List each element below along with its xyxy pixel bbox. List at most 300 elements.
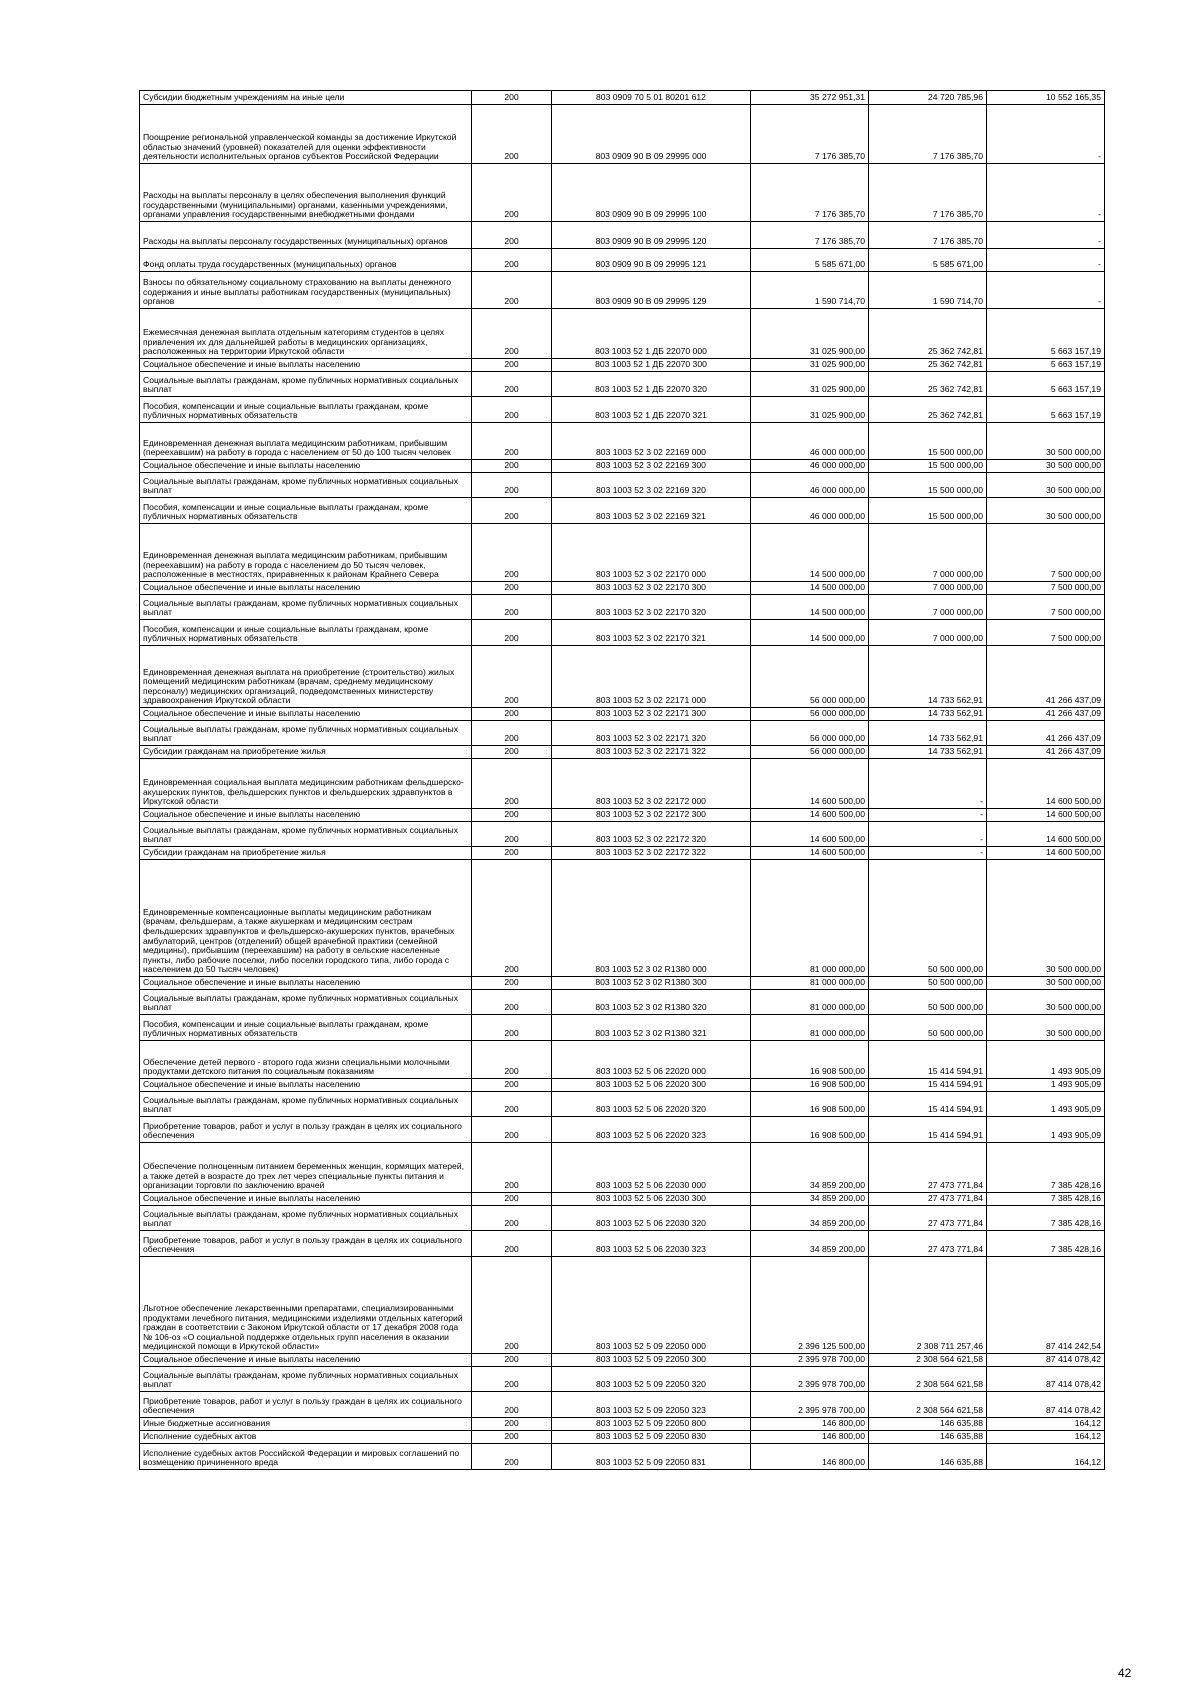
row-approved-amount: 146 800,00: [751, 1418, 869, 1431]
row-unexecuted-amount: 30 500 000,00: [987, 460, 1105, 473]
row-kbk-code: 803 1003 52 3 02 22172 000: [552, 759, 751, 809]
row-name: Социальное обеспечение и иные выплаты населению: [140, 809, 472, 822]
table-row: [140, 1231, 1105, 1257]
row-code: 200: [472, 620, 552, 646]
row-kbk-code: 803 1003 52 3 02 R1380 320: [552, 990, 751, 1015]
row-code: 200: [472, 397, 552, 423]
table-row: [140, 498, 1105, 524]
table-row: [140, 595, 1105, 620]
row-kbk-code: 803 1003 52 3 02 22169 000: [552, 423, 751, 460]
row-approved-amount: 2 396 125 500,00: [751, 1257, 869, 1354]
row-code: 200: [472, 1015, 552, 1041]
row-name: Социальное обеспечение и иные выплаты населению: [140, 1079, 472, 1092]
row-executed-amount: 50 500 000,00: [869, 860, 987, 977]
row-kbk-code: 803 1003 52 5 09 22050 831: [552, 1444, 751, 1470]
row-kbk-code: 803 1003 52 3 02 22172 320: [552, 822, 751, 847]
row-executed-amount: 15 414 594,91: [869, 1079, 987, 1092]
table-row: [140, 91, 1105, 105]
row-code: 200: [472, 473, 552, 498]
row-name: Социальные выплаты гражданам, кроме публичных нормативных социальных выплат: [140, 1092, 472, 1117]
row-executed-amount: 15 414 594,91: [869, 1092, 987, 1117]
row-unexecuted-amount: 14 600 500,00: [987, 759, 1105, 809]
row-unexecuted-amount: 164,12: [987, 1444, 1105, 1470]
table-row: [140, 309, 1105, 359]
row-approved-amount: 31 025 900,00: [751, 359, 869, 372]
row-unexecuted-amount: 87 414 078,42: [987, 1367, 1105, 1392]
table-row: [140, 1079, 1105, 1092]
row-kbk-code: 803 1003 52 5 06 22020 000: [552, 1041, 751, 1079]
row-approved-amount: 81 000 000,00: [751, 990, 869, 1015]
row-kbk-code: 803 1003 52 3 02 22171 300: [552, 708, 751, 721]
row-kbk-code: 803 1003 52 5 06 22030 320: [552, 1206, 751, 1231]
table-row: [140, 423, 1105, 460]
row-approved-amount: 46 000 000,00: [751, 473, 869, 498]
row-approved-amount: 46 000 000,00: [751, 498, 869, 524]
row-code: 200: [472, 809, 552, 822]
row-unexecuted-amount: 14 600 500,00: [987, 822, 1105, 847]
row-kbk-code: 803 1003 52 3 02 22169 321: [552, 498, 751, 524]
row-name: Социальные выплаты гражданам, кроме публичных нормативных социальных выплат: [140, 721, 472, 746]
row-kbk-code: 803 1003 52 1 ДБ 22070 300: [552, 359, 751, 372]
row-unexecuted-amount: 30 500 000,00: [987, 977, 1105, 990]
table-row: [140, 977, 1105, 990]
row-code: 200: [472, 1444, 552, 1470]
row-kbk-code: 803 1003 52 1 ДБ 22070 321: [552, 397, 751, 423]
row-approved-amount: 56 000 000,00: [751, 746, 869, 759]
row-unexecuted-amount: 30 500 000,00: [987, 473, 1105, 498]
row-executed-amount: 7 000 000,00: [869, 524, 987, 582]
row-kbk-code: 803 0909 90 В 09 29995 129: [552, 272, 751, 309]
row-executed-amount: 146 635,88: [869, 1444, 987, 1470]
table-row: [140, 1206, 1105, 1231]
row-approved-amount: 31 025 900,00: [751, 397, 869, 423]
row-approved-amount: 146 800,00: [751, 1444, 869, 1470]
row-executed-amount: 25 362 742,81: [869, 397, 987, 423]
row-unexecuted-amount: -: [987, 164, 1105, 222]
table-row: [140, 1257, 1105, 1354]
row-approved-amount: 14 500 000,00: [751, 620, 869, 646]
row-approved-amount: 16 908 500,00: [751, 1041, 869, 1079]
table-row: [140, 822, 1105, 847]
row-approved-amount: 14 500 000,00: [751, 595, 869, 620]
row-approved-amount: 46 000 000,00: [751, 423, 869, 460]
row-executed-amount: 2 308 564 621,58: [869, 1367, 987, 1392]
row-executed-amount: 50 500 000,00: [869, 977, 987, 990]
table-row: [140, 397, 1105, 423]
page-number: 42: [1118, 1666, 1132, 1680]
row-name: Социальное обеспечение и иные выплаты населению: [140, 1354, 472, 1367]
row-executed-amount: 2 308 711 257,46: [869, 1257, 987, 1354]
row-kbk-code: 803 0909 90 В 09 29995 121: [552, 249, 751, 272]
table-row: [140, 524, 1105, 582]
row-name: Субсидии гражданам на приобретение жилья: [140, 847, 472, 860]
row-code: 200: [472, 359, 552, 372]
table-row: [140, 1444, 1105, 1470]
row-unexecuted-amount: 30 500 000,00: [987, 1015, 1105, 1041]
row-code: 200: [472, 721, 552, 746]
row-approved-amount: 7 176 385,70: [751, 222, 869, 249]
row-unexecuted-amount: 1 493 905,09: [987, 1117, 1105, 1143]
row-code: 200: [472, 847, 552, 860]
row-name: Фонд оплаты труда государственных (муниципальных) органов: [140, 249, 472, 272]
row-approved-amount: 56 000 000,00: [751, 708, 869, 721]
row-approved-amount: 14 500 000,00: [751, 582, 869, 595]
row-unexecuted-amount: 164,12: [987, 1418, 1105, 1431]
table-row: [140, 272, 1105, 309]
row-unexecuted-amount: 41 266 437,09: [987, 646, 1105, 708]
row-kbk-code: 803 0909 90 В 09 29995 000: [552, 105, 751, 164]
row-name: Единовременные компенсационные выплаты медицинским работникам (врачам, фельдшерам, а также акушеркам и медицинским сестрам фельдшерских здравпунктов и фельдшерско-акушерских пунктов, врачебных амбулаторий, центров (отделений) общей врачебной практики (семейной медицины), прибывшим (переехавшим) на работу в сельские населенные пункты, либо рабочие поселки, либо поселки городского типа, либо города с населением до 50 тысяч человек): [140, 860, 472, 977]
table-row: [140, 809, 1105, 822]
row-executed-amount: 7 000 000,00: [869, 620, 987, 646]
table-row: [140, 860, 1105, 977]
row-name: Пособия, компенсации и иные социальные выплаты гражданам, кроме публичных нормативных обязательств: [140, 397, 472, 423]
row-unexecuted-amount: 7 385 428,16: [987, 1231, 1105, 1257]
table-row: [140, 1143, 1105, 1193]
row-kbk-code: 803 1003 52 3 02 22170 320: [552, 595, 751, 620]
row-approved-amount: 31 025 900,00: [751, 309, 869, 359]
row-kbk-code: 803 1003 52 3 02 22170 000: [552, 524, 751, 582]
row-unexecuted-amount: 87 414 078,42: [987, 1354, 1105, 1367]
row-name: Субсидии гражданам на приобретение жилья: [140, 746, 472, 759]
row-unexecuted-amount: 87 414 242,54: [987, 1257, 1105, 1354]
table-row: [140, 1092, 1105, 1117]
row-unexecuted-amount: 87 414 078,42: [987, 1392, 1105, 1418]
row-executed-amount: 25 362 742,81: [869, 359, 987, 372]
report-sheet: [139, 90, 1105, 1470]
row-code: 200: [472, 1367, 552, 1392]
row-unexecuted-amount: -: [987, 249, 1105, 272]
row-name: Обеспечение детей первого - второго года жизни специальными молочными продуктами детского питания по социальным показаниям: [140, 1041, 472, 1079]
table-row: [140, 1367, 1105, 1392]
row-unexecuted-amount: 7 385 428,16: [987, 1193, 1105, 1206]
row-executed-amount: 27 473 771,84: [869, 1193, 987, 1206]
row-unexecuted-amount: 7 500 000,00: [987, 582, 1105, 595]
row-approved-amount: 2 395 978 700,00: [751, 1354, 869, 1367]
row-approved-amount: 16 908 500,00: [751, 1079, 869, 1092]
row-unexecuted-amount: -: [987, 272, 1105, 309]
row-executed-amount: 25 362 742,81: [869, 372, 987, 397]
row-executed-amount: 7 176 385,70: [869, 164, 987, 222]
row-executed-amount: 15 500 000,00: [869, 460, 987, 473]
row-name: Единовременная денежная выплата медицинским работникам, прибывшим (переехавшим) на работу в города с населением до 50 тысяч человек, расположенные в местностях, приравненных к районам Крайнего Севера: [140, 524, 472, 582]
row-unexecuted-amount: 30 500 000,00: [987, 860, 1105, 977]
table-row: [140, 359, 1105, 372]
row-executed-amount: 5 585 671,00: [869, 249, 987, 272]
row-unexecuted-amount: 1 493 905,09: [987, 1079, 1105, 1092]
row-kbk-code: 803 1003 52 5 09 22050 323: [552, 1392, 751, 1418]
row-name: Обеспечение полноценным питанием беременных женщин, кормящих матерей, а также детей в возрасте до трех лет через специальные пункты питания и организации торговли по заключению врачей: [140, 1143, 472, 1193]
table-row: [140, 1041, 1105, 1079]
table-row: [140, 1015, 1105, 1041]
row-unexecuted-amount: 30 500 000,00: [987, 990, 1105, 1015]
row-executed-amount: 24 720 785,96: [869, 91, 987, 105]
row-name: Иные бюджетные ассигнования: [140, 1418, 472, 1431]
table-row: [140, 1418, 1105, 1431]
row-unexecuted-amount: 14 600 500,00: [987, 809, 1105, 822]
row-unexecuted-amount: 30 500 000,00: [987, 498, 1105, 524]
row-code: 200: [472, 595, 552, 620]
row-approved-amount: 16 908 500,00: [751, 1092, 869, 1117]
row-code: 200: [472, 646, 552, 708]
row-executed-amount: 146 635,88: [869, 1418, 987, 1431]
table-body: [140, 91, 1105, 1470]
row-name: Субсидии бюджетным учреждениям на иные цели: [140, 91, 472, 105]
row-approved-amount: 46 000 000,00: [751, 460, 869, 473]
row-code: 200: [472, 460, 552, 473]
row-code: 200: [472, 423, 552, 460]
row-executed-amount: 7 176 385,70: [869, 222, 987, 249]
row-unexecuted-amount: 5 663 157,19: [987, 372, 1105, 397]
row-kbk-code: 803 1003 52 3 02 22171 320: [552, 721, 751, 746]
row-executed-amount: 15 500 000,00: [869, 473, 987, 498]
row-name: Льготное обеспечение лекарственными препаратами, специализированными продуктами лечебного питания, медицинскими изделиями отдельных категорий граждан в соответствии с Законом Иркутской области от 17 декабря 2008 года № 106-оз «О социальной поддержке отдельных групп населения в оказании медицинской помощи в Иркутской области»: [140, 1257, 472, 1354]
table-row: [140, 721, 1105, 746]
row-kbk-code: 803 1003 52 5 06 22030 323: [552, 1231, 751, 1257]
row-kbk-code: 803 1003 52 1 ДБ 22070 320: [552, 372, 751, 397]
row-kbk-code: 803 1003 52 3 02 R1380 300: [552, 977, 751, 990]
row-name: Социальные выплаты гражданам, кроме публичных нормативных социальных выплат: [140, 1367, 472, 1392]
row-name: Единовременная денежная выплата на приобретение (строительство) жилых помещений медицинским работникам (врачам, среднему медицинскому персоналу) медицинских организаций, подведомственных министерству здравоохранения Иркутской области: [140, 646, 472, 708]
table-row: [140, 1431, 1105, 1444]
row-code: 200: [472, 1392, 552, 1418]
row-code: 200: [472, 1079, 552, 1092]
row-name: Приобретение товаров, работ и услуг в пользу граждан в целях их социального обеспечения: [140, 1392, 472, 1418]
row-kbk-code: 803 1003 52 5 06 22020 300: [552, 1079, 751, 1092]
row-code: 200: [472, 91, 552, 105]
row-code: 200: [472, 759, 552, 809]
row-kbk-code: 803 1003 52 3 02 22171 000: [552, 646, 751, 708]
row-unexecuted-amount: 7 385 428,16: [987, 1143, 1105, 1193]
table-row: [140, 1354, 1105, 1367]
row-kbk-code: 803 1003 52 5 09 22050 800: [552, 1418, 751, 1431]
row-executed-amount: 146 635,88: [869, 1431, 987, 1444]
row-executed-amount: 50 500 000,00: [869, 990, 987, 1015]
row-code: 200: [472, 1257, 552, 1354]
row-name: Поощрение региональной управленческой команды за достижение Иркутской областью значений (уровней) показателей для оценки эффективности деятельности исполнительных органов субъектов Российской Федерации: [140, 105, 472, 164]
table-row: [140, 372, 1105, 397]
row-kbk-code: 803 1003 52 3 02 R1380 000: [552, 860, 751, 977]
row-code: 200: [472, 272, 552, 309]
row-kbk-code: 803 1003 52 5 06 22030 300: [552, 1193, 751, 1206]
row-kbk-code: 803 0909 70 5 01 80201 612: [552, 91, 751, 105]
row-code: 200: [472, 746, 552, 759]
row-name: Ежемесячная денежная выплата отдельным категориям студентов в целях привлечения их для дальнейшей работы в медицинских организациях, расположенных на территории Иркутской области: [140, 309, 472, 359]
row-unexecuted-amount: 7 500 000,00: [987, 620, 1105, 646]
row-executed-amount: 14 733 562,91: [869, 746, 987, 759]
row-code: 200: [472, 582, 552, 595]
row-code: 200: [472, 105, 552, 164]
row-code: 200: [472, 1354, 552, 1367]
row-approved-amount: 81 000 000,00: [751, 860, 869, 977]
row-name: Социальные выплаты гражданам, кроме публичных нормативных социальных выплат: [140, 1206, 472, 1231]
row-executed-amount: 15 500 000,00: [869, 423, 987, 460]
row-approved-amount: 56 000 000,00: [751, 646, 869, 708]
row-name: Пособия, компенсации и иные социальные выплаты гражданам, кроме публичных нормативных обязательств: [140, 1015, 472, 1041]
row-kbk-code: 803 1003 52 1 ДБ 22070 000: [552, 309, 751, 359]
row-code: 200: [472, 822, 552, 847]
row-executed-amount: 2 308 564 621,58: [869, 1354, 987, 1367]
row-unexecuted-amount: 41 266 437,09: [987, 708, 1105, 721]
row-unexecuted-amount: 10 552 165,35: [987, 91, 1105, 105]
row-name: Расходы на выплаты персоналу государственных (муниципальных) органов: [140, 222, 472, 249]
table-row: [140, 847, 1105, 860]
row-code: 200: [472, 249, 552, 272]
row-executed-amount: 7 176 385,70: [869, 105, 987, 164]
table-row: [140, 473, 1105, 498]
row-approved-amount: 81 000 000,00: [751, 1015, 869, 1041]
row-kbk-code: 803 0909 90 В 09 29995 100: [552, 164, 751, 222]
row-unexecuted-amount: 1 493 905,09: [987, 1041, 1105, 1079]
row-kbk-code: 803 1003 52 3 02 22172 300: [552, 809, 751, 822]
row-code: 200: [472, 1231, 552, 1257]
row-code: 200: [472, 708, 552, 721]
row-name: Социальное обеспечение и иные выплаты населению: [140, 1193, 472, 1206]
row-unexecuted-amount: 41 266 437,09: [987, 746, 1105, 759]
row-code: 200: [472, 524, 552, 582]
row-code: 200: [472, 498, 552, 524]
table-row: [140, 746, 1105, 759]
row-executed-amount: 14 733 562,91: [869, 646, 987, 708]
row-kbk-code: 803 1003 52 3 02 22169 320: [552, 473, 751, 498]
row-code: 200: [472, 1193, 552, 1206]
row-kbk-code: 803 1003 52 3 02 22171 322: [552, 746, 751, 759]
row-unexecuted-amount: 7 385 428,16: [987, 1206, 1105, 1231]
row-kbk-code: 803 1003 52 5 09 22050 320: [552, 1367, 751, 1392]
table-row: [140, 708, 1105, 721]
row-executed-amount: -: [869, 847, 987, 860]
row-approved-amount: 14 600 500,00: [751, 759, 869, 809]
row-kbk-code: 803 1003 52 3 02 22172 322: [552, 847, 751, 860]
row-approved-amount: 146 800,00: [751, 1431, 869, 1444]
row-approved-amount: 14 600 500,00: [751, 847, 869, 860]
row-executed-amount: -: [869, 809, 987, 822]
row-name: Приобретение товаров, работ и услуг в пользу граждан в целях их социального обеспечения: [140, 1231, 472, 1257]
row-executed-amount: 2 308 564 621,58: [869, 1392, 987, 1418]
row-approved-amount: 81 000 000,00: [751, 977, 869, 990]
row-executed-amount: 7 000 000,00: [869, 595, 987, 620]
row-approved-amount: 16 908 500,00: [751, 1117, 869, 1143]
row-name: Пособия, компенсации и иные социальные выплаты гражданам, кроме публичных нормативных обязательств: [140, 620, 472, 646]
row-approved-amount: 1 590 714,70: [751, 272, 869, 309]
row-code: 200: [472, 309, 552, 359]
row-name: Исполнение судебных актов Российской Федерации и мировых соглашений по возмещению причиненного вреда: [140, 1444, 472, 1470]
row-kbk-code: 803 1003 52 5 09 22050 830: [552, 1431, 751, 1444]
row-kbk-code: 803 1003 52 5 09 22050 000: [552, 1257, 751, 1354]
table-row: [140, 646, 1105, 708]
row-code: 200: [472, 164, 552, 222]
table-row: [140, 1392, 1105, 1418]
row-executed-amount: 15 500 000,00: [869, 498, 987, 524]
row-executed-amount: 15 414 594,91: [869, 1041, 987, 1079]
row-kbk-code: 803 1003 52 5 06 22020 320: [552, 1092, 751, 1117]
row-code: 200: [472, 1092, 552, 1117]
row-approved-amount: 2 395 978 700,00: [751, 1367, 869, 1392]
table-row: [140, 582, 1105, 595]
row-unexecuted-amount: -: [987, 105, 1105, 164]
row-executed-amount: 1 590 714,70: [869, 272, 987, 309]
row-name: Приобретение товаров, работ и услуг в пользу граждан в целях их социального обеспечения: [140, 1117, 472, 1143]
row-unexecuted-amount: 164,12: [987, 1431, 1105, 1444]
row-kbk-code: 803 1003 52 3 02 22170 321: [552, 620, 751, 646]
row-executed-amount: 27 473 771,84: [869, 1206, 987, 1231]
row-code: 200: [472, 977, 552, 990]
row-unexecuted-amount: 14 600 500,00: [987, 847, 1105, 860]
row-kbk-code: 803 1003 52 5 06 22030 000: [552, 1143, 751, 1193]
row-kbk-code: 803 1003 52 3 02 R1380 321: [552, 1015, 751, 1041]
table-row: [140, 990, 1105, 1015]
row-executed-amount: 27 473 771,84: [869, 1143, 987, 1193]
row-code: 200: [472, 860, 552, 977]
row-name: Расходы на выплаты персоналу в целях обеспечения выполнения функций государственными (муниципальными) органами, казенными учреждениями, органами управления государственными внебюджетными фондами: [140, 164, 472, 222]
table-row: [140, 249, 1105, 272]
row-unexecuted-amount: 7 500 000,00: [987, 595, 1105, 620]
budget-execution-table: [139, 90, 1105, 1470]
row-approved-amount: 34 859 200,00: [751, 1193, 869, 1206]
table-row: [140, 1117, 1105, 1143]
row-code: 200: [472, 1431, 552, 1444]
row-name: Взносы по обязательному социальному страхованию на выплаты денежного содержания и иные выплаты работникам государственных (муниципальных) органов: [140, 272, 472, 309]
row-code: 200: [472, 1418, 552, 1431]
row-name: Исполнение судебных актов: [140, 1431, 472, 1444]
row-executed-amount: 25 362 742,81: [869, 309, 987, 359]
row-name: Социальные выплаты гражданам, кроме публичных нормативных социальных выплат: [140, 473, 472, 498]
row-name: Социальное обеспечение и иные выплаты населению: [140, 977, 472, 990]
row-executed-amount: 7 000 000,00: [869, 582, 987, 595]
row-code: 200: [472, 222, 552, 249]
row-name: Социальные выплаты гражданам, кроме публичных нормативных социальных выплат: [140, 822, 472, 847]
row-kbk-code: 803 1003 52 5 06 22020 323: [552, 1117, 751, 1143]
row-approved-amount: 5 585 671,00: [751, 249, 869, 272]
row-kbk-code: 803 1003 52 5 09 22050 300: [552, 1354, 751, 1367]
row-approved-amount: 31 025 900,00: [751, 372, 869, 397]
row-approved-amount: 34 859 200,00: [751, 1231, 869, 1257]
table-row: [140, 1193, 1105, 1206]
row-name: Пособия, компенсации и иные социальные выплаты гражданам, кроме публичных нормативных обязательств: [140, 498, 472, 524]
row-approved-amount: 56 000 000,00: [751, 721, 869, 746]
row-name: Социальные выплаты гражданам, кроме публичных нормативных социальных выплат: [140, 595, 472, 620]
row-code: 200: [472, 372, 552, 397]
row-code: 200: [472, 1206, 552, 1231]
table-row: [140, 105, 1105, 164]
row-executed-amount: 50 500 000,00: [869, 1015, 987, 1041]
table-row: [140, 759, 1105, 809]
row-name: Единовременная социальная выплата медицинским работникам фельдшерско-акушерских пунктов, фельдшерских пунктов и фельдшерских здравпунктов в Иркутской области: [140, 759, 472, 809]
row-executed-amount: 27 473 771,84: [869, 1231, 987, 1257]
row-executed-amount: 14 733 562,91: [869, 721, 987, 746]
row-kbk-code: 803 1003 52 3 02 22170 300: [552, 582, 751, 595]
row-code: 200: [472, 1041, 552, 1079]
row-approved-amount: 14 600 500,00: [751, 809, 869, 822]
table-row: [140, 164, 1105, 222]
row-kbk-code: 803 0909 90 В 09 29995 120: [552, 222, 751, 249]
row-unexecuted-amount: -: [987, 222, 1105, 249]
row-name: Социальные выплаты гражданам, кроме публичных нормативных социальных выплат: [140, 372, 472, 397]
row-executed-amount: -: [869, 822, 987, 847]
row-unexecuted-amount: 1 493 905,09: [987, 1092, 1105, 1117]
row-approved-amount: 14 500 000,00: [751, 524, 869, 582]
table-row: [140, 620, 1105, 646]
row-executed-amount: 14 733 562,91: [869, 708, 987, 721]
row-approved-amount: 7 176 385,70: [751, 164, 869, 222]
row-unexecuted-amount: 30 500 000,00: [987, 423, 1105, 460]
row-unexecuted-amount: 41 266 437,09: [987, 721, 1105, 746]
row-approved-amount: 14 600 500,00: [751, 822, 869, 847]
row-name: Социальное обеспечение и иные выплаты населению: [140, 359, 472, 372]
row-approved-amount: 34 859 200,00: [751, 1143, 869, 1193]
row-approved-amount: 2 395 978 700,00: [751, 1392, 869, 1418]
row-unexecuted-amount: 5 663 157,19: [987, 309, 1105, 359]
